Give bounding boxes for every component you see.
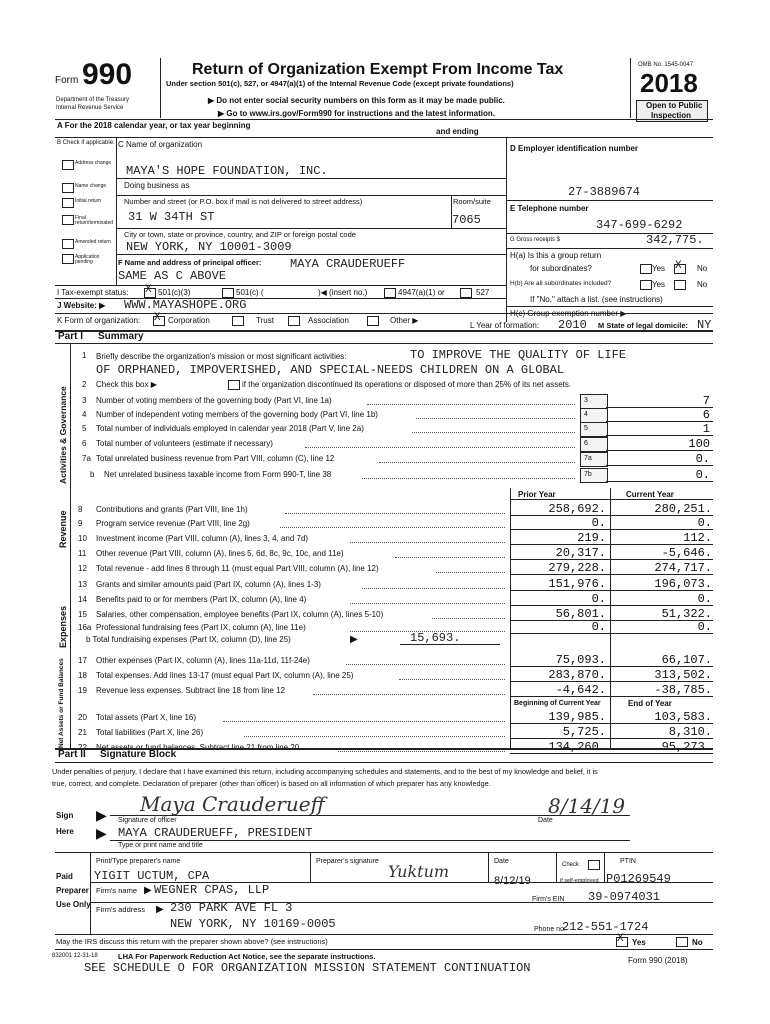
formation-year[interactable]: 2010 xyxy=(558,318,587,332)
department: Department of the Treasury xyxy=(56,97,130,103)
row-rule xyxy=(510,590,713,591)
sub-yes: Yes xyxy=(652,280,666,289)
value-underline xyxy=(606,481,713,482)
line-label: Number of voting members of the governing body (Part VI, line 1a) xyxy=(96,396,332,405)
here-label: Here xyxy=(56,827,74,836)
line-label: Total liabilities (Part X, line 26) xyxy=(96,728,204,737)
trust-label: Trust xyxy=(256,316,274,325)
line-number: 18 xyxy=(78,671,87,680)
leader-dots xyxy=(346,664,505,665)
leader-dots xyxy=(338,751,505,752)
col-beginning: Beginning of Current Year xyxy=(514,700,601,707)
signature-label: Signature of officer xyxy=(118,817,177,824)
line-a-ending: and ending xyxy=(436,127,479,136)
part1-tag: Part I xyxy=(58,331,84,342)
penalty-text-2: true, correct, and complete. Declaration of preparer (other than officer) is based on all information of which preparer has any knowledge. xyxy=(52,779,491,788)
paid-label: Paid xyxy=(56,872,73,881)
current-year-value[interactable]: 313,502. xyxy=(654,668,712,682)
check-final-return[interactable] xyxy=(62,213,114,237)
line-number: 9 xyxy=(78,519,83,528)
corporation-label: Corporation xyxy=(168,316,210,325)
col-end-year: End of Year xyxy=(628,699,672,708)
501c-box[interactable] xyxy=(222,288,234,298)
line-label: Total assets (Part X, line 16) xyxy=(96,713,197,722)
check-application-pending[interactable] xyxy=(62,252,114,267)
gross-receipts-label: G Gross receipts $ xyxy=(510,237,561,243)
leader-dots xyxy=(313,694,505,695)
line-number: b xyxy=(90,470,95,479)
line16b-label: b Total fundraising expenses (Part IX, column (D), line 25) xyxy=(86,635,291,644)
check-address-change[interactable] xyxy=(62,158,114,181)
leader-dots xyxy=(223,721,505,722)
current-year-value[interactable]: -38,785. xyxy=(654,683,712,697)
line-label: Net assets or fund balances. Subtract line 21 from line 20 xyxy=(96,743,300,752)
ptin-label: PTIN xyxy=(620,858,636,865)
firm-address-1[interactable]: 230 PARK AVE FL 3 xyxy=(170,901,293,915)
tax-exempt-label: I Tax-exempt status: xyxy=(57,288,129,297)
current-year-value[interactable]: 0. xyxy=(697,592,712,606)
trust-box[interactable] xyxy=(232,316,244,326)
row-rule xyxy=(510,723,713,724)
line-box-number: 7a xyxy=(584,455,592,462)
line-number: 20 xyxy=(78,713,87,722)
line2-desc: if the organization discontinued its operations or disposed of more than 25% of its net assets. xyxy=(242,380,572,389)
leader-dots xyxy=(432,618,505,619)
association-label: Association xyxy=(308,316,349,325)
sign-arrow-2: ▶ xyxy=(96,825,107,841)
line-label: Other revenue (Part VIII, column (A), lines 5, 6d, 8c, 9c, 10c, and 11e) xyxy=(96,549,344,558)
current-year-value[interactable]: 8,310. xyxy=(668,725,712,739)
lha-notice: LHA For Paperwork Reduction Act Notice, see the separate instructions. xyxy=(118,952,376,961)
value-underline xyxy=(606,435,713,436)
leader-dots xyxy=(285,513,506,514)
check-label: Final return/terminated xyxy=(75,215,114,226)
line-label: Number of independent voting members of the governing body (Part VI, line 1b) xyxy=(96,410,378,419)
line-number: 4 xyxy=(82,410,87,419)
line-number: 10 xyxy=(78,534,87,543)
leader-dots xyxy=(399,679,505,680)
ssn-warning: ▶ Do not enter social security numbers on this form as it may be made public. xyxy=(208,96,505,105)
self-employed-label: if self-employed xyxy=(560,878,599,884)
line-label: Other expenses (Part IX, column (A), lines 11a-11d, 11f-24e) xyxy=(96,656,310,665)
row-rule xyxy=(510,753,713,754)
line-value[interactable]: 0. xyxy=(695,452,710,466)
row-rule xyxy=(510,574,713,575)
mission-line-1[interactable]: TO IMPROVE THE QUALITY OF LIFE xyxy=(410,348,627,362)
sub-list-note: If "No," attach a list. (see instructions) xyxy=(530,295,663,304)
line-label: Investment income (Part VIII, column (A), lines 3, 4, and 7d) xyxy=(96,534,309,543)
current-year-value[interactable]: 0. xyxy=(697,516,712,530)
leader-dots xyxy=(436,572,505,573)
officer-label: F Name and address of principal officer: xyxy=(118,258,262,267)
firm-phone[interactable]: 212-551-1724 xyxy=(562,920,649,934)
line-label: Professional fundraising fees (Part IX, column (A), line 11e) xyxy=(96,623,306,632)
line-number: 11 xyxy=(78,549,87,558)
subordinates-included: H(b) Are all subordinates included? xyxy=(510,280,612,287)
line-box-number: 5 xyxy=(584,425,588,432)
formation-year-label: L Year of formation: xyxy=(470,321,540,330)
discuss-yes: Yes xyxy=(632,938,646,947)
firm-address-label: Firm's address xyxy=(96,905,145,914)
501c-label: 501(c) ( xyxy=(236,288,264,297)
domicile-label: M State of legal domicile: xyxy=(598,321,689,330)
sub-yes-box[interactable] xyxy=(640,280,652,290)
leader-dots xyxy=(350,603,505,604)
row-rule xyxy=(510,681,713,682)
group-return-label: H(a) Is this a group return xyxy=(510,251,602,260)
value-underline xyxy=(606,465,713,466)
line2-number: 2 xyxy=(82,380,87,389)
website-label: J Website: ▶ xyxy=(57,301,106,310)
leader-dots xyxy=(350,542,505,543)
row-rule xyxy=(510,544,713,545)
prior-year-value[interactable]: 151,976. xyxy=(548,577,606,591)
gross-receipts[interactable]: 342,775. xyxy=(646,233,704,247)
phone-value[interactable]: 347-699-6292 xyxy=(596,218,683,232)
website-url[interactable]: WWW.MAYASHOPE.ORG xyxy=(124,298,247,312)
sub-no-box[interactable] xyxy=(674,280,686,290)
line-label: Revenue less expenses. Subtract line 18 from line 12 xyxy=(96,686,285,695)
prior-year-value[interactable]: 0. xyxy=(591,516,606,530)
line1-number: 1 xyxy=(82,351,87,360)
check-label: Address change xyxy=(75,160,112,166)
row-rule xyxy=(510,529,713,530)
current-year-value[interactable]: 51,322. xyxy=(661,607,712,621)
officer-signature[interactable]: Maya Crauderueff xyxy=(140,792,325,816)
preparer-label: Preparer xyxy=(56,886,89,895)
prior-year-value[interactable]: 219. xyxy=(577,531,606,545)
line-label: Total number of individuals employed in calendar year 2018 (Part V, line 2a) xyxy=(96,424,364,433)
line-box-number: 6 xyxy=(584,440,588,447)
current-year-value[interactable]: 66,107. xyxy=(661,653,712,667)
side-revenue: Revenue xyxy=(58,510,68,548)
omb-number: OMB No. 1545-0047 xyxy=(638,62,694,68)
line-box-number: 4 xyxy=(584,411,588,418)
group-yes: Yes xyxy=(652,264,666,273)
check-label: Initial return xyxy=(75,198,102,204)
current-year-value[interactable]: 112. xyxy=(683,531,712,545)
line-number: 7a xyxy=(82,454,91,463)
row-rule xyxy=(510,605,713,606)
501c3-label: 501(c)(3) xyxy=(158,288,191,297)
prior-year-value[interactable]: 0. xyxy=(591,620,606,634)
side-activities: Activities & Governance xyxy=(58,386,68,484)
prior-year-value[interactable]: 258,692. xyxy=(548,502,606,516)
ein-value[interactable]: 27-3889674 xyxy=(568,185,641,199)
corporation-mark: X xyxy=(154,312,161,324)
tax-year: 2018 xyxy=(640,68,698,98)
line-a: A For the 2018 calendar year, or tax year beginning xyxy=(57,121,251,130)
preparer-date[interactable]: 8/12/19 xyxy=(494,875,531,887)
prior-year-value[interactable]: 5,725. xyxy=(562,725,606,739)
instructions-note: ▶ Go to www.irs.gov/Form990 for instructions and the latest information. xyxy=(218,109,495,118)
discuss-no-box[interactable] xyxy=(676,937,688,947)
discuss-label: May the IRS discuss this return with the preparer shown above? (see instructions) xyxy=(56,937,328,946)
org-name[interactable]: MAYA'S HOPE FOUNDATION, INC. xyxy=(126,164,328,178)
preparer-signature[interactable]: Yuktum xyxy=(388,862,450,881)
4947-label: 4947(a)(1) or xyxy=(398,288,445,297)
prior-year-value[interactable]: 75,093. xyxy=(555,653,606,667)
prior-year-value[interactable]: 283,870. xyxy=(548,668,606,682)
part2-tag: Part II xyxy=(58,749,86,760)
principal-officer[interactable]: MAYA CRAUDERUEFF xyxy=(290,257,406,271)
group-yes-box[interactable] xyxy=(640,264,652,274)
current-year-value[interactable]: 95,273. xyxy=(661,740,712,754)
form-title: Return of Organization Exempt From Income Tax xyxy=(192,61,564,78)
line2-label: Check this box ▶ xyxy=(96,380,157,389)
line-number: 12 xyxy=(78,564,87,573)
open-public-label: Open to Public xyxy=(646,101,703,110)
part2-title: Signature Block xyxy=(100,749,177,760)
line-number: 21 xyxy=(78,728,87,737)
line2-box[interactable] xyxy=(228,380,240,390)
firm-ein[interactable]: 39-0974031 xyxy=(588,890,661,904)
value-underline xyxy=(606,450,713,451)
4947-box[interactable] xyxy=(384,288,396,298)
check-label: Application pending xyxy=(75,254,100,265)
current-year-value[interactable]: 274,717. xyxy=(654,561,712,575)
col-prior-year: Prior Year xyxy=(518,490,556,499)
other-box[interactable] xyxy=(367,316,379,326)
officer-name-title[interactable]: MAYA CRAUDERUEFF, PRESIDENT xyxy=(118,826,313,840)
line-number: 17 xyxy=(78,656,87,665)
subordinates-label: for subordinates? xyxy=(530,264,592,273)
form-number: 990 xyxy=(82,58,133,91)
line-number: 5 xyxy=(82,424,87,433)
schedule-o-note: SEE SCHEDULE O FOR ORGANIZATION MISSION STATEMENT CONTINUATION xyxy=(84,961,531,975)
line-number: 19 xyxy=(78,686,87,695)
discuss-yes-mark: X xyxy=(617,933,624,945)
leader-dots xyxy=(412,432,575,433)
form-word: Form xyxy=(55,75,79,86)
preparer-name-label: Print/Type preparer's name xyxy=(96,858,181,865)
prior-year-value[interactable]: 279,228. xyxy=(548,561,606,575)
prior-year-value[interactable]: 139,985. xyxy=(548,710,606,724)
line16b-value[interactable]: 15,693. xyxy=(410,631,461,645)
line-label: Benefits paid to or for members (Part IX, column (A), line 4) xyxy=(96,595,307,604)
irs-label: Internal Revenue Service xyxy=(56,105,124,111)
current-year-value[interactable]: -5,646. xyxy=(661,546,712,560)
prior-year-value[interactable]: -4,642. xyxy=(555,683,606,697)
leader-dots xyxy=(362,588,505,589)
room-label: Room/suite xyxy=(453,197,491,206)
line-label: Total number of volunteers (estimate if necessary) xyxy=(96,439,273,448)
line-number: 3 xyxy=(82,396,87,405)
ptin-value[interactable]: P01269549 xyxy=(606,872,671,886)
current-year-value[interactable]: 103,583. xyxy=(654,710,712,724)
domicile-state[interactable]: NY xyxy=(697,318,712,332)
part1-title: Summary xyxy=(98,331,144,342)
sign-arrow-1: ▶ xyxy=(96,807,107,823)
line-label: Total expenses. Add lines 13-17 (must equal Part IX, column (A), line 25) xyxy=(96,671,354,680)
sub-no: No xyxy=(697,280,708,289)
line-number: 15 xyxy=(78,610,87,619)
501c3-mark: X xyxy=(145,284,152,296)
leader-dots xyxy=(379,462,575,463)
org-name-label: C Name of organization xyxy=(118,140,203,149)
other-label: Other ▶ xyxy=(390,316,419,325)
name-title-label: Type or print name and title xyxy=(118,842,203,849)
self-employed-box[interactable] xyxy=(588,860,600,870)
phone-label: E Telephone number xyxy=(510,204,589,213)
inspection-label: Inspection xyxy=(651,111,692,120)
leader-dots xyxy=(305,447,575,448)
discuss-no: No xyxy=(692,938,703,947)
form-code: 832001 12-31-18 xyxy=(52,953,98,959)
line-label: Contributions and grants (Part VIII, line 1h) xyxy=(96,505,248,514)
firm-phone-label: Phone no. xyxy=(534,926,566,933)
line-number: 6 xyxy=(82,439,87,448)
line1-label: Briefly describe the organization's mission or most significant activities: xyxy=(96,352,347,361)
line-number: 13 xyxy=(78,580,87,589)
street-address[interactable]: 31 W 34TH ST xyxy=(128,210,215,224)
preparer-sig-label: Preparer's signature xyxy=(316,858,379,865)
527-box[interactable] xyxy=(460,288,472,298)
check-initial-return[interactable] xyxy=(62,196,114,213)
current-year-value[interactable]: 0. xyxy=(697,620,712,634)
use-only-label: Use Only xyxy=(56,900,91,909)
row-rule xyxy=(510,559,713,560)
prior-year-value[interactable]: 20,317. xyxy=(555,546,606,560)
check-label: Name change xyxy=(75,183,107,189)
check-amended-return[interactable] xyxy=(62,237,114,252)
side-net-assets: Net Assets or Fund Balances xyxy=(58,658,65,748)
insert-no: )◀ (insert no.) xyxy=(318,288,368,297)
prior-year-value[interactable]: 134,260. xyxy=(548,740,606,754)
line-value[interactable]: 6 xyxy=(702,408,710,422)
footer-form: Form 990 (2018) xyxy=(628,956,688,965)
officer-sign-date[interactable]: 8/14/19 xyxy=(548,794,626,818)
leader-dots xyxy=(367,404,576,405)
penalty-text-1: Under penalties of perjury, I declare that I have examined this return, including accompanying schedules and statements, and to the best of my knowledge and belief, it is xyxy=(52,767,598,776)
line-box-number: 7b xyxy=(584,471,592,478)
row-rule xyxy=(510,633,713,634)
officer-address[interactable]: SAME AS C ABOVE xyxy=(118,269,227,283)
current-year-value[interactable]: 196,073. xyxy=(654,577,712,591)
527-label: 527 xyxy=(476,288,490,297)
line-number: 22 xyxy=(78,743,87,752)
preparer-name[interactable]: YIGIT UCTUM, CPA xyxy=(94,869,210,883)
ein-label: D Employer identification number xyxy=(510,144,639,153)
check-label: Check xyxy=(562,862,580,868)
prior-year-value[interactable]: 56,801. xyxy=(555,607,606,621)
section-b-checklist xyxy=(62,158,114,267)
line-label: Program service revenue (Part VIII, line 2g) xyxy=(96,519,250,528)
firm-ein-label: Firm's EIN xyxy=(532,896,565,903)
line-box-number: 3 xyxy=(584,397,588,404)
line-number: 14 xyxy=(78,595,87,604)
leader-dots xyxy=(416,418,575,419)
firm-name[interactable]: WEGNER CPAS, LLP xyxy=(154,883,270,897)
line-value[interactable]: 100 xyxy=(688,437,710,451)
prior-year-value[interactable]: 0. xyxy=(591,592,606,606)
leader-dots xyxy=(395,557,505,558)
check-name-change[interactable] xyxy=(62,181,114,196)
section-b-label: B Check if applicable: xyxy=(57,140,115,146)
check-label: Amended return xyxy=(75,239,111,245)
mission-line-2[interactable]: OF ORPHANED, IMPOVERISHED, AND SPECIAL-NEEDS CHILDREN ON A GLOBAL xyxy=(96,363,565,377)
current-year-value[interactable]: 280,251. xyxy=(654,502,712,516)
leader-dots xyxy=(280,527,505,528)
side-expenses: Expenses xyxy=(58,605,68,648)
firm-address-2[interactable]: NEW YORK, NY 10169-0005 xyxy=(170,917,336,931)
leader-dots xyxy=(362,478,575,479)
group-exemption-label: H(c) Group exemption number ▶ xyxy=(510,309,627,318)
group-no: No xyxy=(697,264,708,273)
city-label: City or town, state or province, country, and ZIP or foreign postal code xyxy=(124,230,356,239)
street-label: Number and street (or P.O. box if mail is not delivered to street address) xyxy=(124,197,363,206)
dba-label: Doing business as xyxy=(124,181,190,190)
row-rule xyxy=(510,666,713,667)
preparer-date-label: Date xyxy=(494,858,509,865)
line-number: 8 xyxy=(78,505,83,514)
sign-label: Sign xyxy=(56,811,74,820)
row-rule xyxy=(510,738,713,739)
leader-dots xyxy=(244,736,506,737)
firm-arrow: ▶ xyxy=(144,885,152,896)
form-subtitle: Under section 501(c), 527, or 4947(a)(1) of the Internal Revenue Code (except private foundations) xyxy=(166,79,514,88)
city-state-zip[interactable]: NEW YORK, NY 10001-3009 xyxy=(126,240,292,254)
form-org-label: K Form of organization: xyxy=(57,316,141,325)
line16b-arrow: ▶ xyxy=(350,634,358,645)
line-value[interactable]: 0. xyxy=(695,468,710,482)
room-suite[interactable]: 7065 xyxy=(452,213,481,227)
col-current-year: Current Year xyxy=(626,490,674,499)
firm-name-label: Firm's name xyxy=(96,886,138,895)
line-value[interactable]: 7 xyxy=(702,394,710,408)
line-label: Salaries, other compensation, employee benefits (Part IX, column (A), lines 5-10) xyxy=(96,610,384,619)
line-number: 16a xyxy=(78,623,92,632)
row-rule xyxy=(510,696,713,697)
line-label: Net unrelated business taxable income from Form 990-T, line 38 xyxy=(104,470,332,479)
association-box[interactable] xyxy=(288,316,300,326)
line-label: Grants and similar amounts paid (Part IX, column (A), lines 1-3) xyxy=(96,580,321,589)
address-arrow: ▶ xyxy=(156,904,164,915)
date-label: Date xyxy=(538,817,553,824)
line-label: Total revenue - add lines 8 through 11 (must equal Part VIII, column (A), line 12) xyxy=(96,564,379,573)
group-no-mark: X xyxy=(675,260,682,272)
line-label: Total unrelated business revenue from Part VIII, column (C), line 12 xyxy=(96,454,335,463)
line-value[interactable]: 1 xyxy=(702,422,710,436)
